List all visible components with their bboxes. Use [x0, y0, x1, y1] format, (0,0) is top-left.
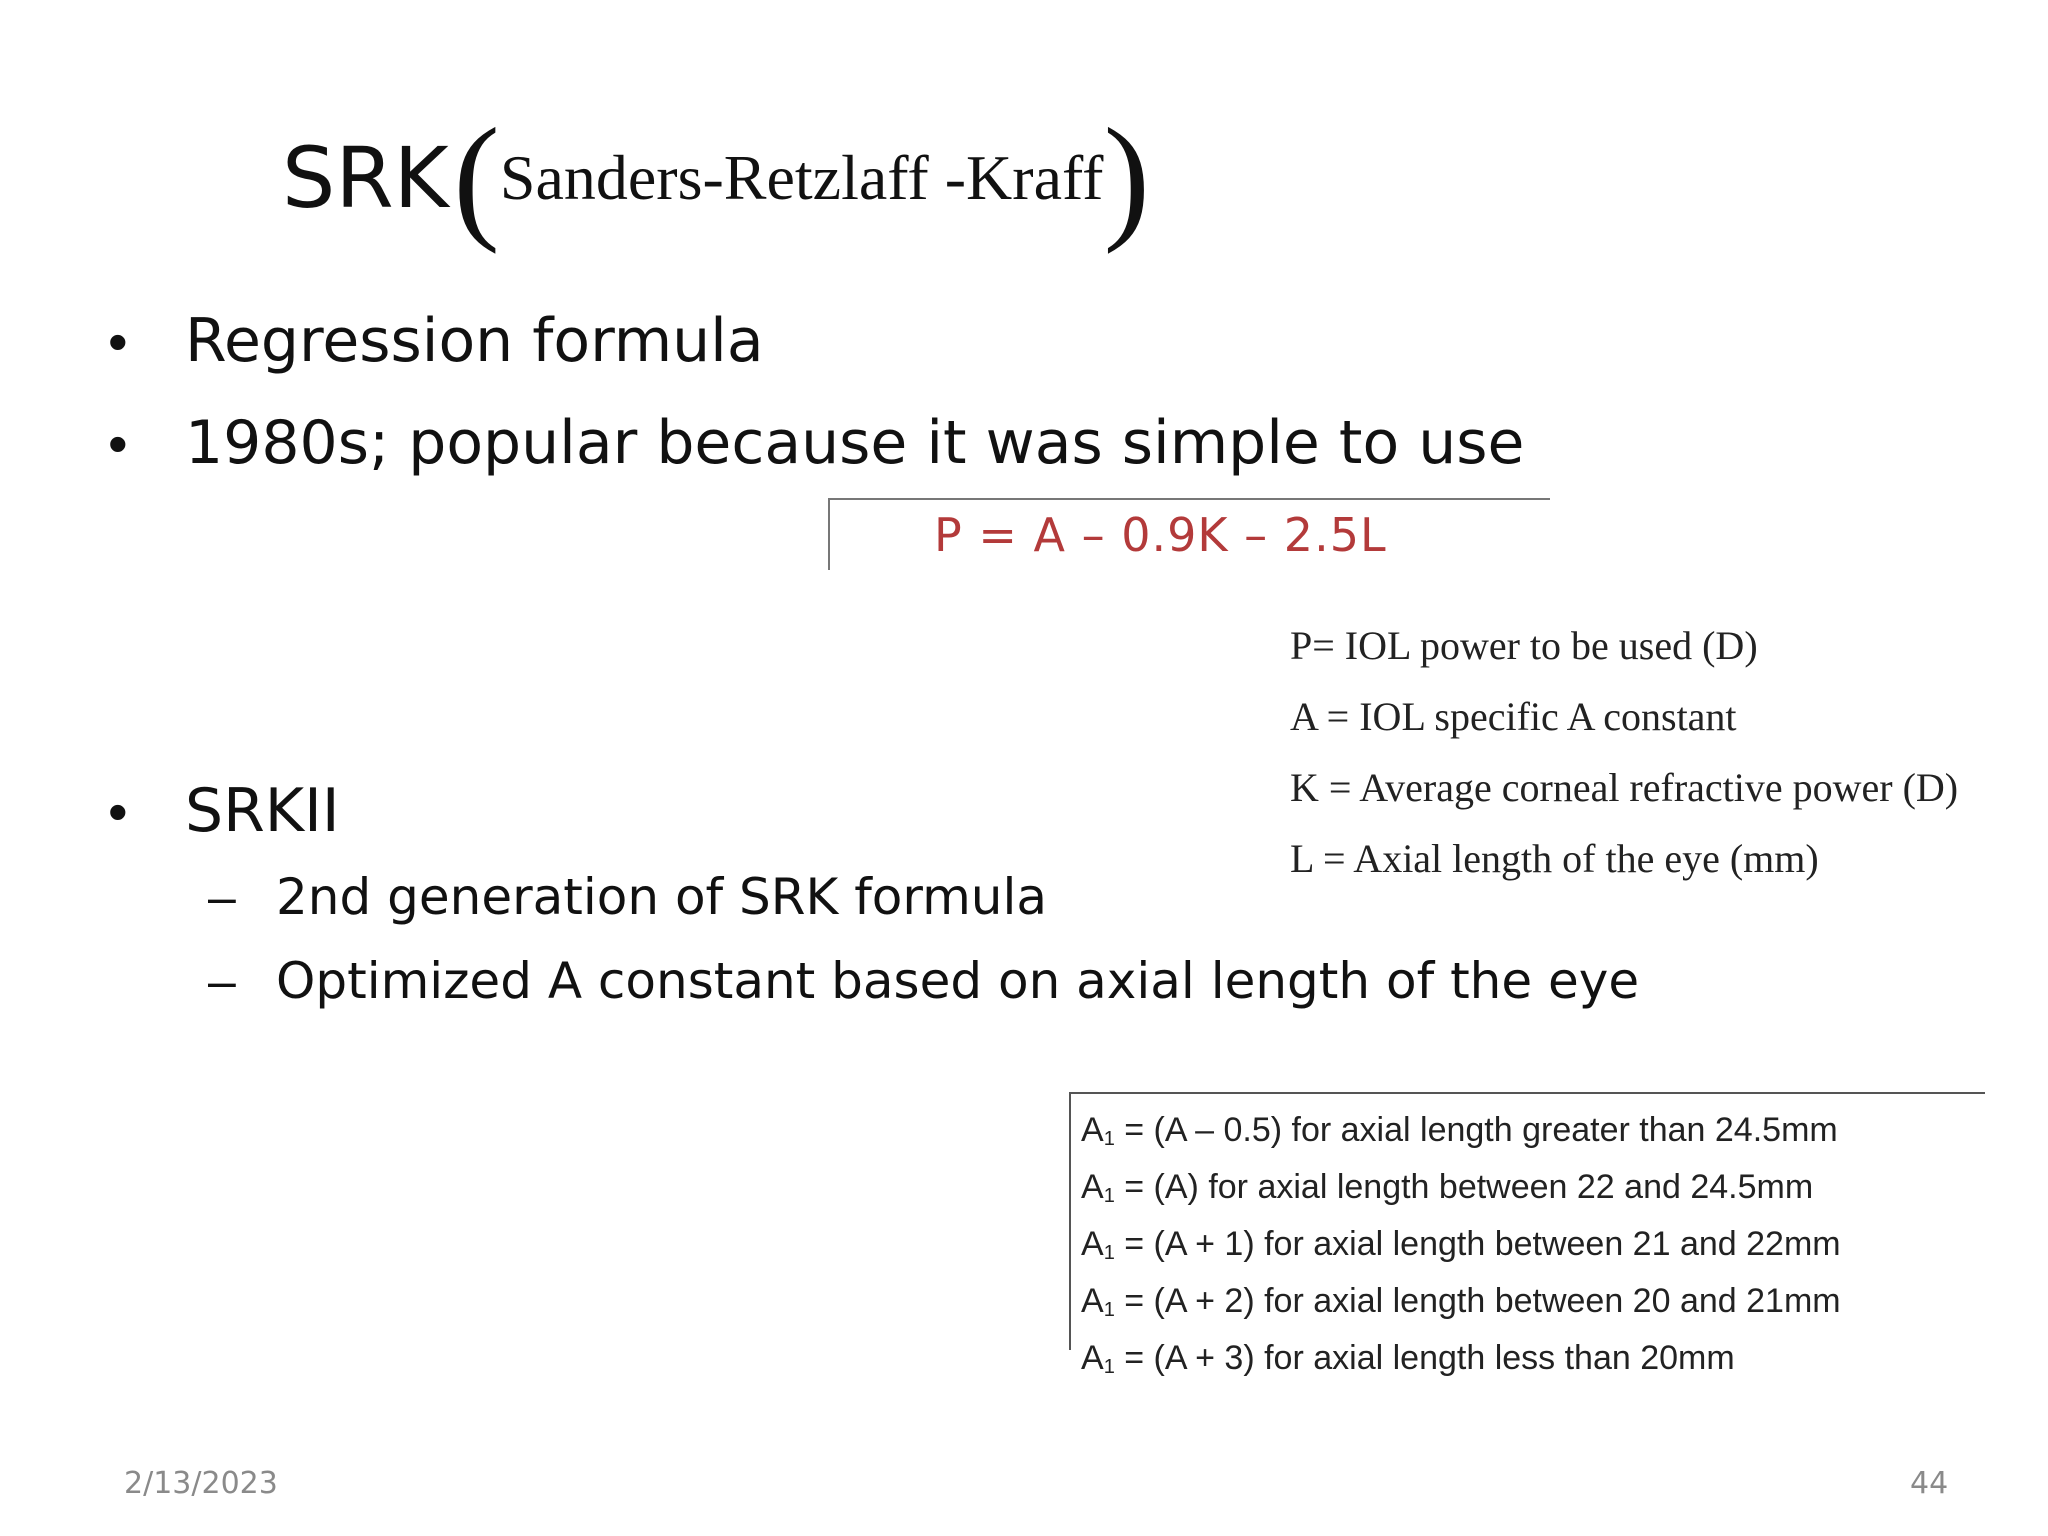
- page-number: 44: [1910, 1466, 1949, 1501]
- formula-box: [828, 498, 1550, 570]
- a1-row: A1 = (A – 0.5) for axial length greater than 24.5mm: [1081, 1111, 1838, 1150]
- bullet-text: Regression formula: [185, 306, 764, 376]
- bullet-text: SRKII: [185, 776, 340, 846]
- subbullet-optimized: [208, 952, 1639, 1010]
- definition-k: K = Average corneal refractive power (D): [1290, 765, 1959, 810]
- footer-date: 2/13/2023: [124, 1466, 278, 1501]
- subbullet-dash: –: [208, 869, 236, 925]
- bullet-srkii: [108, 776, 340, 846]
- title-paren-open: (: [453, 100, 500, 255]
- title-paren-close: ): [1103, 100, 1151, 255]
- bullet-dot: •: [108, 779, 128, 843]
- a1-row: A1 = (A) for axial length between 22 and 24.5mm: [1081, 1168, 1814, 1207]
- definition-p: P= IOL power to be used (D): [1290, 623, 1758, 668]
- slide-title: [282, 100, 1151, 255]
- a1-row: A1 = (A + 3) for axial length less than 20mm: [1081, 1339, 1735, 1378]
- srk-formula: P = A – 0.9K – 2.5L: [934, 508, 1387, 562]
- subbullet-text: 2nd generation of SRK formula: [276, 868, 1047, 926]
- title-main: SRK: [282, 129, 449, 227]
- definition-l: L = Axial length of the eye (mm): [1290, 836, 1819, 881]
- definition-a: A = IOL specific A constant: [1290, 694, 1737, 739]
- a1-adjustment-table: [1069, 1092, 1985, 1378]
- bullet-dot: •: [108, 309, 128, 373]
- bullet-1980s: [108, 408, 1524, 478]
- subbullet-generation: [208, 868, 1047, 926]
- subbullet-text: Optimized A constant based on axial length of the eye: [276, 952, 1640, 1010]
- a1-row: A1 = (A + 2) for axial length between 20 and 21mm: [1081, 1282, 1841, 1321]
- title-subtitle: Sanders-Retzlaff -Kraff: [499, 142, 1104, 213]
- bullet-regression: [108, 306, 764, 376]
- a1-row: A1 = (A + 1) for axial length between 21 and 22mm: [1081, 1225, 1841, 1264]
- bullet-text: 1980s; popular because it was simple to use: [185, 408, 1525, 478]
- subbullet-dash: –: [208, 953, 236, 1009]
- bullet-dot: •: [108, 411, 128, 475]
- variable-definitions: [1290, 610, 2030, 894]
